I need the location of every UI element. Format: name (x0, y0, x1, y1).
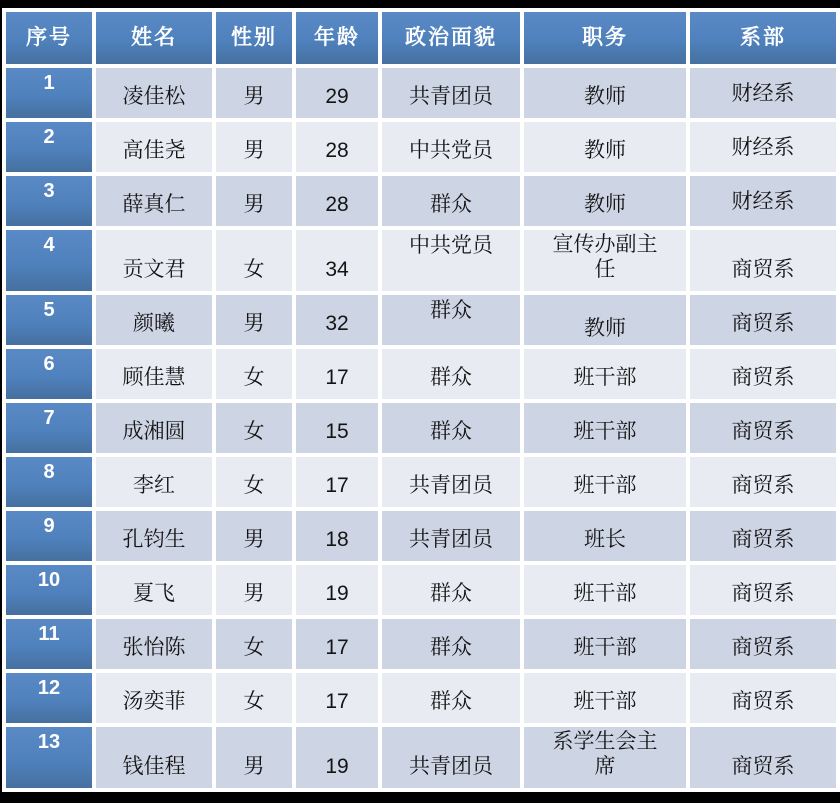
table-row (6, 673, 836, 723)
row-number-cell: 4 (6, 230, 92, 291)
cell-name: 钱佳程 (96, 727, 212, 788)
cell-name: 凌佳松 (96, 68, 212, 118)
cell-position: 教师 (524, 295, 686, 345)
cell-department: 商贸系 (690, 727, 836, 788)
row-number-cell: 11 (6, 619, 92, 669)
cell-age: 17 (296, 349, 378, 399)
row-number-cell: 13 (6, 727, 92, 788)
cell-age: 28 (296, 176, 378, 226)
cell-position: 班干部 (524, 673, 686, 723)
cell-age: 17 (296, 457, 378, 507)
table-row (6, 619, 836, 669)
cell-department: 财经系 (690, 68, 836, 118)
cell-department: 财经系 (690, 122, 836, 172)
row-number-cell: 9 (6, 511, 92, 561)
cell-department: 商贸系 (690, 511, 836, 561)
cell-age: 17 (296, 673, 378, 723)
cell-name: 顾佳慧 (96, 349, 212, 399)
table-header (6, 12, 836, 64)
cell-political: 中共党员 (382, 122, 520, 172)
cell-gender: 男 (216, 176, 292, 226)
cell-gender: 男 (216, 295, 292, 345)
header-cell-age: 年龄 (296, 12, 378, 64)
cell-gender: 女 (216, 619, 292, 669)
cell-name: 李红 (96, 457, 212, 507)
cell-age: 15 (296, 403, 378, 453)
cell-position: 教师 (524, 122, 686, 172)
cell-position: 班干部 (524, 457, 686, 507)
cell-political: 共青团员 (382, 511, 520, 561)
cell-age: 19 (296, 565, 378, 615)
cell-name: 高佳尧 (96, 122, 212, 172)
cell-political: 中共党员 (382, 230, 520, 291)
cell-department: 商贸系 (690, 673, 836, 723)
row-number-cell: 8 (6, 457, 92, 507)
cell-gender: 男 (216, 727, 292, 788)
cell-political: 共青团员 (382, 68, 520, 118)
cell-position: 班干部 (524, 349, 686, 399)
cell-political: 共青团员 (382, 727, 520, 788)
cell-name: 颜曦 (96, 295, 212, 345)
cell-age: 29 (296, 68, 378, 118)
cell-age: 32 (296, 295, 378, 345)
cell-department: 商贸系 (690, 349, 836, 399)
cell-name: 成湘圆 (96, 403, 212, 453)
cell-political: 群众 (382, 295, 520, 345)
table-row (6, 403, 836, 453)
table-row (6, 68, 836, 118)
cell-political: 群众 (382, 565, 520, 615)
table-row (6, 295, 836, 345)
table-row (6, 457, 836, 507)
cell-gender: 男 (216, 68, 292, 118)
cell-age: 34 (296, 230, 378, 291)
cell-gender: 男 (216, 122, 292, 172)
table-row (6, 511, 836, 561)
cell-political: 群众 (382, 176, 520, 226)
table-row (6, 349, 836, 399)
cell-department: 商贸系 (690, 295, 836, 345)
cell-position: 宣传办副主任 (524, 230, 686, 291)
header-cell-political: 政治面貌 (382, 12, 520, 64)
cell-department: 商贸系 (690, 403, 836, 453)
cell-department: 财经系 (690, 176, 836, 226)
cell-position: 班长 (524, 511, 686, 561)
cell-position: 系学生会主席 (524, 727, 686, 788)
row-number-cell: 3 (6, 176, 92, 226)
cell-department: 商贸系 (690, 457, 836, 507)
cell-gender: 女 (216, 230, 292, 291)
table-row (6, 176, 836, 226)
cell-name: 薛真仁 (96, 176, 212, 226)
table-row (6, 727, 836, 788)
header-cell-name: 姓名 (96, 12, 212, 64)
cell-political: 群众 (382, 619, 520, 669)
header-cell-no: 序号 (6, 12, 92, 64)
cell-position: 班干部 (524, 403, 686, 453)
cell-name: 孔钧生 (96, 511, 212, 561)
row-number-cell: 1 (6, 68, 92, 118)
cell-position: 教师 (524, 68, 686, 118)
cell-name: 夏飞 (96, 565, 212, 615)
cell-political: 共青团员 (382, 457, 520, 507)
cell-position: 班干部 (524, 565, 686, 615)
cell-position: 班干部 (524, 619, 686, 669)
cell-position: 教师 (524, 176, 686, 226)
row-number-cell: 10 (6, 565, 92, 615)
cell-name: 汤奕菲 (96, 673, 212, 723)
row-number-cell: 2 (6, 122, 92, 172)
row-number-cell: 6 (6, 349, 92, 399)
header-cell-position: 职务 (524, 12, 686, 64)
cell-gender: 女 (216, 349, 292, 399)
header-row (6, 12, 836, 64)
cell-age: 19 (296, 727, 378, 788)
cell-name: 张怡陈 (96, 619, 212, 669)
cell-gender: 女 (216, 457, 292, 507)
cell-department: 商贸系 (690, 230, 836, 291)
table-row (6, 122, 836, 172)
cell-gender: 女 (216, 673, 292, 723)
cell-gender: 男 (216, 565, 292, 615)
cell-political: 群众 (382, 349, 520, 399)
cell-age: 28 (296, 122, 378, 172)
row-number-cell: 12 (6, 673, 92, 723)
cell-political: 群众 (382, 673, 520, 723)
cell-name: 贡文君 (96, 230, 212, 291)
row-number-cell: 5 (6, 295, 92, 345)
cell-age: 18 (296, 511, 378, 561)
cell-political: 群众 (382, 403, 520, 453)
header-cell-department: 系部 (690, 12, 836, 64)
table-body (6, 68, 836, 788)
table-row (6, 230, 836, 291)
row-number-cell: 7 (6, 403, 92, 453)
personnel-table (2, 8, 840, 792)
cell-department: 商贸系 (690, 565, 836, 615)
cell-gender: 女 (216, 403, 292, 453)
cell-department: 商贸系 (690, 619, 836, 669)
table-row (6, 565, 836, 615)
cell-age: 17 (296, 619, 378, 669)
cell-gender: 男 (216, 511, 292, 561)
header-cell-gender: 性别 (216, 12, 292, 64)
